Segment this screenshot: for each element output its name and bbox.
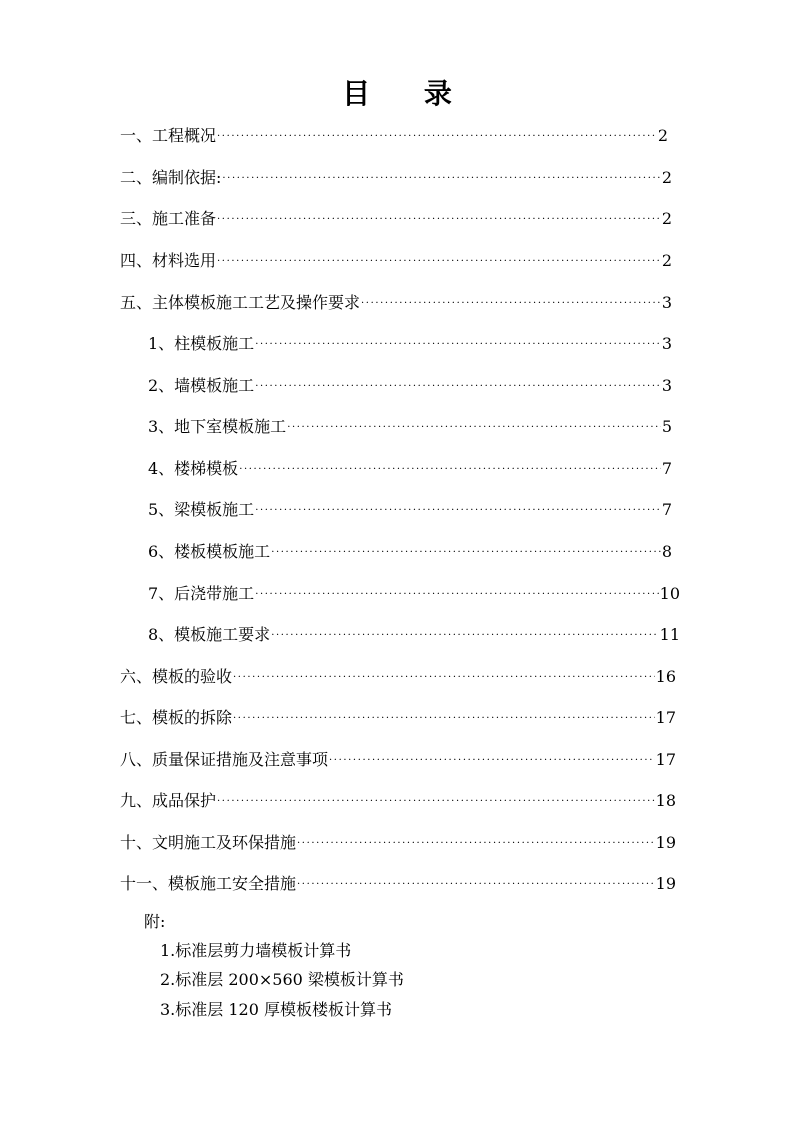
toc-entry-page: 2 xyxy=(661,251,672,270)
toc-entry-page: 3 xyxy=(661,334,672,353)
toc-entry-page: 11 xyxy=(659,625,680,644)
toc-entry-5-6 xyxy=(148,540,672,564)
toc-entry-9 xyxy=(120,789,676,813)
toc-entry-page: 19 xyxy=(655,874,676,893)
toc-entry-label: 三、施工准备 xyxy=(120,209,217,228)
toc-entry-label: 二、编制依据: xyxy=(120,168,222,187)
toc-entry-5-2 xyxy=(148,374,672,398)
toc-entry-label: 6、楼板模板施工 xyxy=(148,542,271,561)
appendix-item-1: 1.标准层剪力墙模板计算书 xyxy=(160,941,352,960)
appendix-item-2: 2.标准层 200×560 梁模板计算书 xyxy=(160,970,404,989)
toc-entry-label: 2、墙模板施工 xyxy=(148,376,255,395)
toc-entry-4 xyxy=(120,249,672,273)
toc-entry-5-4 xyxy=(148,457,672,481)
toc-entry-page: 3 xyxy=(661,376,672,395)
toc-entry-label: 7、后浇带施工 xyxy=(148,584,255,603)
toc-entry-page: 2 xyxy=(661,209,672,228)
toc-entry-page: 8 xyxy=(661,542,672,561)
toc-entry-5-1 xyxy=(148,332,672,356)
toc-entry-6 xyxy=(120,665,676,689)
toc-entry-label: 六、模板的验收 xyxy=(120,667,233,686)
toc-entry-label: 一、工程概况 xyxy=(120,126,217,145)
toc-entry-label: 8、模板施工要求 xyxy=(148,625,271,644)
toc-entry-label: 九、成品保护 xyxy=(120,791,217,810)
toc-dot-leader xyxy=(217,250,661,274)
toc-dot-leader xyxy=(271,541,661,565)
toc-entry-page: 10 xyxy=(659,584,680,603)
toc-entry-3 xyxy=(120,207,672,231)
toc-entry-label: 五、主体模板施工工艺及操作要求 xyxy=(120,293,361,312)
toc-entry-label: 四、材料选用 xyxy=(120,251,217,270)
toc-entry-1 xyxy=(120,124,668,148)
toc-dot-leader xyxy=(255,333,661,357)
toc-entry-page: 17 xyxy=(655,750,676,769)
toc-dot-leader xyxy=(287,416,661,440)
toc-entry-label: 5、梁模板施工 xyxy=(148,500,255,519)
toc-dot-leader xyxy=(217,790,655,814)
toc-entry-label: 4、楼梯模板 xyxy=(148,459,239,478)
toc-dot-leader xyxy=(255,583,658,607)
toc-dot-leader xyxy=(255,375,661,399)
toc-entry-5 xyxy=(120,291,672,315)
toc-dot-leader xyxy=(361,292,661,316)
toc-entry-label: 十一、模板施工安全措施 xyxy=(120,874,297,893)
toc-entry-7 xyxy=(120,706,676,730)
toc-entry-page: 2 xyxy=(657,126,668,145)
toc-entry-page: 16 xyxy=(655,667,676,686)
toc-dot-leader xyxy=(233,707,655,731)
toc-dot-leader xyxy=(222,167,660,191)
appendix-title: 附: xyxy=(144,912,166,931)
toc-entry-page: 2 xyxy=(661,168,672,187)
toc-entry-page: 7 xyxy=(661,500,672,519)
toc-entry-2 xyxy=(120,166,672,190)
toc-entry-label: 八、质量保证措施及注意事项 xyxy=(120,750,329,769)
toc-dot-leader xyxy=(297,873,655,897)
toc-entry-label: 十、文明施工及环保措施 xyxy=(120,833,297,852)
toc-entry-label: 七、模板的拆除 xyxy=(120,708,233,727)
toc-dot-leader xyxy=(329,749,655,773)
toc-entry-8 xyxy=(120,748,676,772)
toc-entry-5-5 xyxy=(148,498,672,522)
toc-entry-5-8 xyxy=(148,623,680,647)
toc-entry-5-3 xyxy=(148,415,672,439)
toc-entry-label: 3、地下室模板施工 xyxy=(148,417,287,436)
toc-dot-leader xyxy=(217,125,657,149)
toc-entry-5-7 xyxy=(148,582,680,606)
toc-dot-leader xyxy=(271,624,658,648)
toc-entry-page: 19 xyxy=(655,833,676,852)
appendix-item-3: 3.标准层 120 厚模板楼板计算书 xyxy=(160,1000,392,1019)
toc-dot-leader xyxy=(217,208,661,232)
toc-entry-page: 3 xyxy=(661,293,672,312)
toc-entry-10 xyxy=(120,831,676,855)
page-title: 目 录 xyxy=(342,77,474,110)
toc-entry-page: 7 xyxy=(661,459,672,478)
toc-entry-11 xyxy=(120,872,676,896)
toc-dot-leader xyxy=(239,458,661,482)
toc-dot-leader xyxy=(255,499,661,523)
toc-entry-label: 1、柱模板施工 xyxy=(148,334,255,353)
toc-entry-page: 5 xyxy=(661,417,672,436)
toc-dot-leader xyxy=(297,832,655,856)
toc-entry-page: 18 xyxy=(655,791,676,810)
toc-entry-page: 17 xyxy=(655,708,676,727)
toc-dot-leader xyxy=(233,666,655,690)
